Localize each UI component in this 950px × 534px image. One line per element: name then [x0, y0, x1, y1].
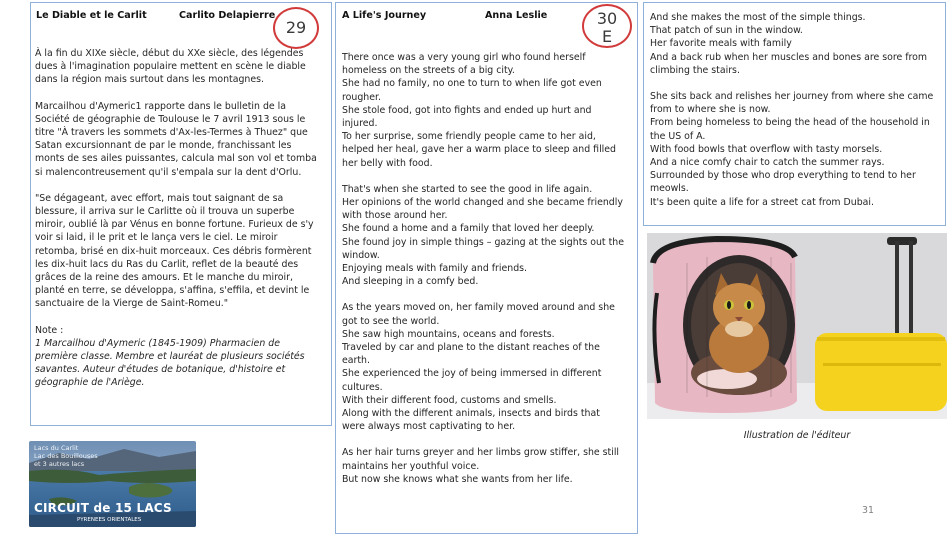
- paragraph: She sits back and relishes her journey from where she came from to where she is now. From being homeless to being the head of the household in the US of A. With food bowls that overflow with tasty morsels. And a nice comfy chair to catch the summer rays. Surrounded by those who drop everything to tend to her meowls. It's been quite a life for a street cat from Dubai.: [650, 91, 934, 208]
- story-panel-journey: [335, 2, 638, 534]
- paragraph: As her hair turns greyer and her limbs grow stiffer, she still maintains her youthful voice. But now she knows what she wants from her life.: [342, 447, 620, 485]
- note-title: Note :: [35, 324, 64, 336]
- lakes-label: Lacs du Carlit Lac des Bouillouses et 3 autres lacs: [34, 444, 98, 468]
- story-body: [650, 11, 946, 222]
- paragraph: À la fin du XIXe siècle, début du XXe siècle, des légendes dues à l'imagination populaire mettent en scène le diable dans la région mais surtout dans les montagnes.: [35, 48, 306, 86]
- page-badge-circle: 29: [273, 7, 319, 49]
- story-author: Carlito Delapierre: [179, 10, 276, 21]
- cat-in-carrier-illustration: [647, 233, 947, 419]
- paragraph: There once was a very young girl who found herself homeless on the streets of a big city. She had no family, no one to turn to when life got even rougher. She stole food, got into fights and ended up hurt and injured. To her surprise, some friendly people came to her aid, helped her heal, gave her a warm place to sleep and filled her belly with food.: [342, 52, 617, 169]
- paragraph: That's when she started to see the good in life again. Her opinions of the world changed and she became friendly with those around her. She found a home and a family that loved her deeply. She found joy in simple things – gazing at the sights out the window. Enjoying meals with family and friends. And sleeping in a comfy bed.: [342, 183, 624, 288]
- story-author: Anna Leslie: [485, 10, 548, 21]
- lakes-circuit-image: [29, 441, 196, 527]
- paragraph: As the years moved on, her family moved around and she got to see the world. She saw high mountains, oceans and forests. Traveled by car and plane to the distant reaches of the earth. She experienced the joy of being immersed in different cultures. With their different food, customs and smells. Along with the different animals, insects and birds that were always most captivating to her.: [342, 302, 615, 433]
- story-panel-diable: [30, 2, 332, 426]
- paragraph: Marcailhou d'Aymeric1 rapporte dans le bulletin de la Société de géographie de Toulouse le 7 avril 1913 sous le titre "À travers les sommets d'Ax-les-Termes à Thuez" que Satan excursionnant de par le monde, franchissant les monts de ses ailes puissantes, calcula mal son vol et tomba si malencontreusement qu'il s'empala sur la dent d'Orlu.: [35, 100, 317, 178]
- page-badge-circle: 30 E: [582, 4, 632, 48]
- footnote: Note : 1 Marcailhou d'Aymeric (1845-1909) Pharmacien de première classe. Membre et lauréat de plusieurs sociétés savantes. Auteur d'études de botanique, d'histoire et géographie de l'Ariège.: [35, 324, 331, 390]
- region-label: PYRENEES ORIENTALES: [77, 517, 142, 523]
- cat-carrier-photo: [647, 233, 947, 419]
- story-body: [342, 51, 638, 499]
- story-body: [35, 47, 331, 390]
- page-number: 31: [862, 505, 874, 516]
- paragraph: And she makes the most of the simple things. That patch of sun in the window. Her favorite meals with family And a back rub when her muscles and bones are sore from climbing the stairs.: [650, 12, 928, 76]
- image-caption: Illustration de l'éditeur: [743, 430, 851, 441]
- circuit-title: CIRCUIT de 15 LACS: [34, 501, 172, 515]
- paragraph: "Se dégageant, avec effort, mais tout saignant de sa blessure, il arriva sur le Carlitte où il trouva un superbe miroir, oublié là par Vénus en bonne fortune. Furieux de s'y voir si laid, il le prit et le lança vers le ciel. Le miroir retomba, brisé en dix-huit morceaux. Ces débris formèrent les dix-huit lacs du Ras du Carlit, reflet de la beauté des grâces de la reine des amours. Et le manche du miroir, planté en terre, se développa, s'affina, s'effila, et devint le sanctuaire de la Vierge de Saint-Romeu.": [35, 192, 314, 310]
- story-panel-continued: [643, 2, 946, 226]
- story-title: Le Diable et le Carlit: [36, 10, 147, 21]
- story-title: A Life's Journey: [342, 10, 427, 21]
